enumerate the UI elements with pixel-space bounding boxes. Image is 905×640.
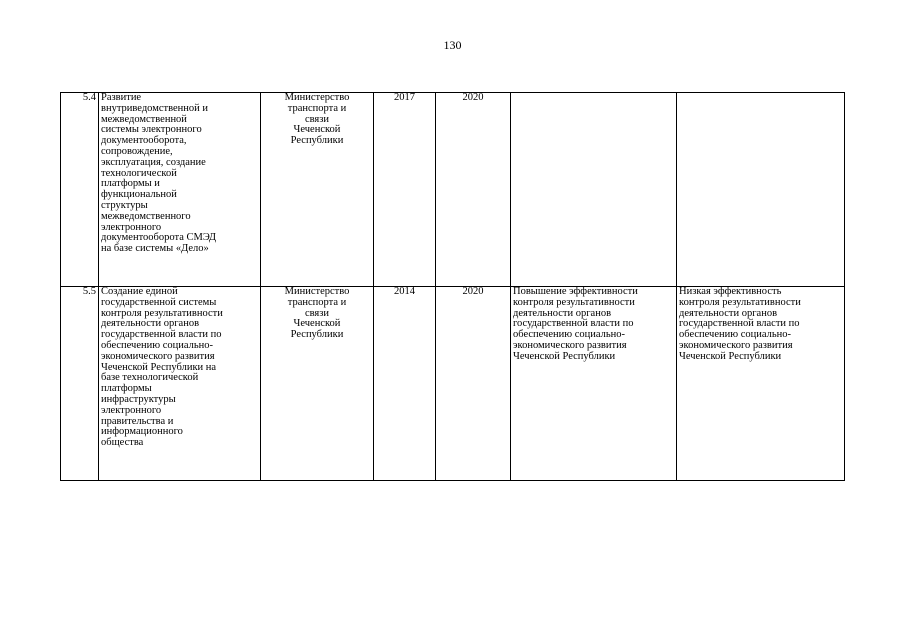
end-year-cell: 2020 <box>436 287 511 481</box>
end-year-cell: 2020 <box>436 93 511 287</box>
risk-cell <box>677 93 845 287</box>
table-row <box>61 93 845 287</box>
row-number-cell: 5.4 <box>61 93 99 287</box>
start-year-cell: 2014 <box>374 287 436 481</box>
measure-name-cell: Создание единой государственной системы контроля результативности деятельности органов государственной власти по обеспечению социально- экономического развития Чеченской Республики на базе технологической платформы инфраструктуры электронного правительства и информационного общества <box>99 287 261 481</box>
expected-result-cell: Повышение эффективности контроля результативности деятельности органов государственной власти по обеспечению социально- экономического развития Чеченской Республики <box>511 287 677 481</box>
page-number: 130 <box>443 38 462 52</box>
expected-result-cell <box>511 93 677 287</box>
measure-name-cell: Развитие внутриведомственной и межведомственной системы электронного документооборота, сопровождение, эксплуатация, создание технологической платформы и функциональной структуры межведомственного электронного документооборота СМЭД на базе системы «Дело» <box>99 93 261 287</box>
start-year-cell: 2017 <box>374 93 436 287</box>
risk-cell: Низкая эффективность контроля результативности деятельности органов государственной власти по обеспечению социально- экономического развития Чеченской Республики <box>677 287 845 481</box>
program-measures-table <box>60 92 845 481</box>
table-row <box>61 287 845 481</box>
executor-cell: Министерство транспорта и связи Чеченской Республики <box>261 93 374 287</box>
executor-cell: Министерство транспорта и связи Чеченской Республики <box>261 287 374 481</box>
row-number-cell: 5.5 <box>61 287 99 481</box>
